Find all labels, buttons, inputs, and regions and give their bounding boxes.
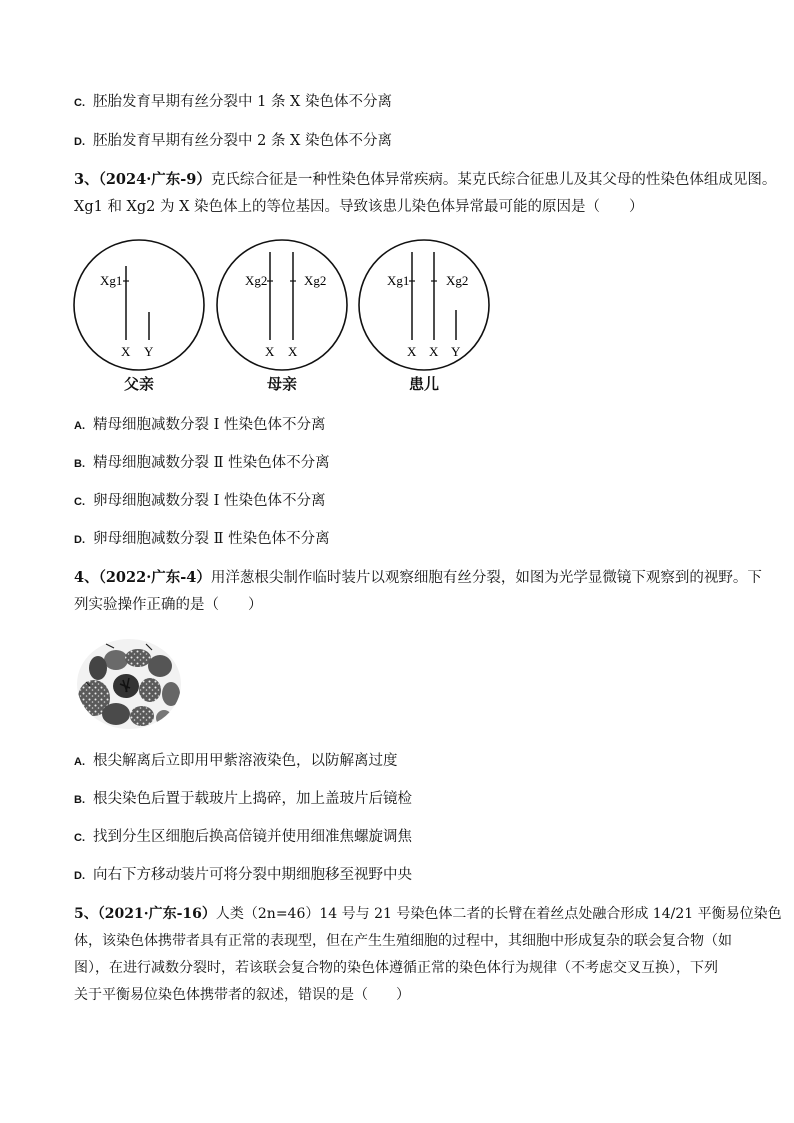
option-d <box>74 131 392 152</box>
option-label: A. <box>74 420 85 432</box>
chrom-label: X <box>121 344 131 359</box>
question-3-stem-line1 <box>74 170 776 190</box>
caption-mother: 母亲 <box>266 375 297 393</box>
option-label: D. <box>74 870 85 882</box>
question-text: 克氏综合征是一种性染色体异常疾病。某克氏综合征患儿及其父母的性染色体组成见图。 <box>210 172 777 188</box>
question-text: 列实验操作正确的是（ ） <box>74 597 263 613</box>
option-label: B. <box>74 458 85 470</box>
option-text: 胚胎发育早期有丝分裂中 2 条 X 染色体不分离 <box>93 133 392 149</box>
chrom-label: X <box>265 344 275 359</box>
gene-label-xg2: Xg2 <box>446 273 469 288</box>
father-cell <box>74 240 204 370</box>
chrom-label: X <box>429 344 439 359</box>
question-number: 5、 <box>74 906 98 922</box>
option-text: 胚胎发育早期有丝分裂中 1 条 X 染色体不分离 <box>93 94 392 110</box>
option-text: 根尖解离后立即用甲紫溶液染色，以防解离过度 <box>93 753 398 769</box>
question-source: （2022·广东-4） <box>98 569 211 586</box>
option-c <box>74 827 412 848</box>
question-5-stem-line3 <box>74 958 718 978</box>
question-text: 图），在进行减数分裂时，若该联会复合物的染色体遵循正常的染色体行为规律（不考虑交叉互换），下列 <box>74 960 718 976</box>
option-label: C. <box>74 832 85 844</box>
question-5-stem-line2 <box>74 931 732 951</box>
chrom-label: X <box>407 344 417 359</box>
option-c <box>74 92 392 113</box>
option-text: 精母细胞减数分裂 Ⅰ 性染色体不分离 <box>93 417 326 433</box>
option-label: D. <box>74 136 85 148</box>
question-source: （2024·广东-9） <box>98 171 211 188</box>
option-d <box>74 865 412 886</box>
option-b <box>74 453 330 474</box>
option-b <box>74 789 412 810</box>
gene-label-xg2: Xg2 <box>245 273 268 288</box>
question-number: 4、 <box>74 569 99 586</box>
question-text: Xg1 和 Xg2 为 X 染色体上的等位基因。导致该患儿染色体异常最可能的原因是（ ） <box>74 199 644 215</box>
caption-father: 父亲 <box>123 375 154 393</box>
chrom-label: Y <box>144 344 154 359</box>
option-text: 向右下方移动装片可将分裂中期细胞移至视野中央 <box>93 867 412 883</box>
option-label: C. <box>74 97 85 109</box>
question-number: 3、 <box>74 171 99 188</box>
question-4-stem-line2 <box>74 595 263 615</box>
option-label: D. <box>74 534 85 546</box>
chrom-label: Y <box>451 344 461 359</box>
option-text: 根尖染色后置于载玻片上捣碎，加上盖玻片后镜检 <box>93 791 412 807</box>
child-cell <box>359 240 489 370</box>
question-text: 关于平衡易位染色体携带者的叙述，错误的是（ ） <box>74 987 410 1003</box>
question-5-stem-line4 <box>74 985 410 1005</box>
question-text: 人类（2n=46）14 号与 21 号染色体二者的长臂在着丝点处融合形成 14/21 平衡易位染色 <box>215 906 782 922</box>
option-text: 找到分生区细胞后换高倍镜并使用细准焦螺旋调焦 <box>93 829 412 845</box>
question-text: 体，该染色体携带者具有正常的表现型，但在产生生殖细胞的过程中，其细胞中形成复杂的联会复合物（如 <box>74 933 732 949</box>
option-a <box>74 751 398 772</box>
mother-cell <box>217 240 347 370</box>
option-text: 卵母细胞减数分裂 Ⅰ 性染色体不分离 <box>93 493 326 509</box>
gene-label-xg1: Xg1 <box>387 273 410 288</box>
question-source: （2021·广东-16） <box>97 906 216 922</box>
gene-label-xg1: Xg1 <box>100 273 123 288</box>
option-label: B. <box>74 794 85 806</box>
option-d <box>74 529 330 550</box>
question-4-stem-line1 <box>74 568 762 588</box>
option-text: 精母细胞减数分裂 Ⅱ 性染色体不分离 <box>93 455 330 471</box>
question-3-stem-line2 <box>74 197 644 217</box>
chrom-label: X <box>288 344 298 359</box>
gene-label-xg2: Xg2 <box>304 273 327 288</box>
question-text: 用洋葱根尖制作临时装片以观察细胞有丝分裂，如图为光学显微镜下观察到的视野。下 <box>210 570 762 586</box>
chromosome-figure <box>66 238 506 373</box>
option-c <box>74 491 325 512</box>
caption-child: 患儿 <box>408 375 439 393</box>
option-label: A. <box>74 756 85 768</box>
micrograph-image <box>76 638 182 730</box>
option-label: C. <box>74 496 85 508</box>
option-a <box>74 415 325 436</box>
question-5-stem-line1 <box>74 904 782 924</box>
option-text: 卵母细胞减数分裂 Ⅱ 性染色体不分离 <box>93 531 330 547</box>
